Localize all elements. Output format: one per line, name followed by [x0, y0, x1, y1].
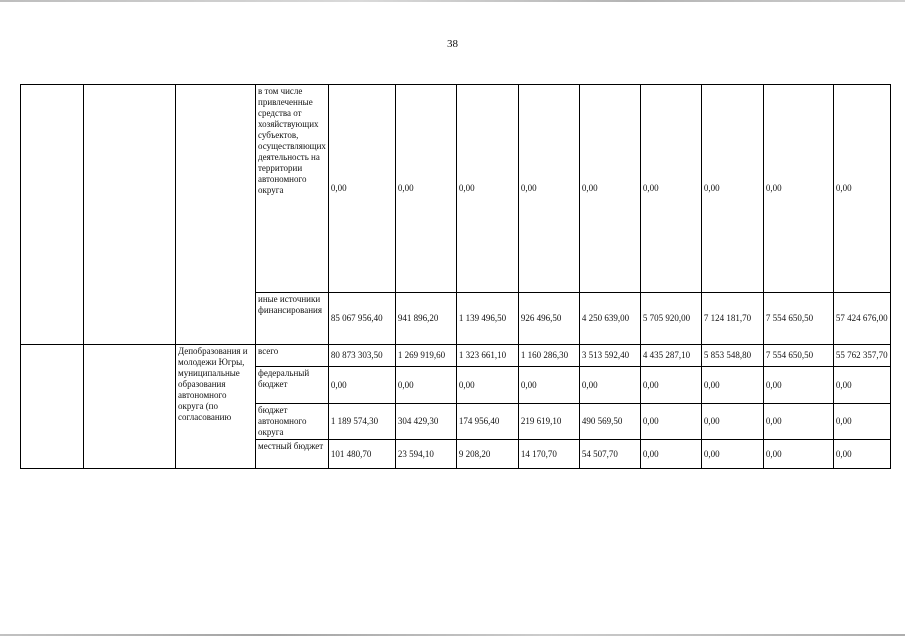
- value-cell: 174 956,40: [456, 404, 518, 440]
- value-cell: 219 619,10: [518, 404, 579, 440]
- value-cell: 55 762 357,70: [833, 345, 890, 367]
- value-cell: 0,00: [833, 85, 890, 293]
- value-cell: 490 569,50: [579, 404, 640, 440]
- blank-cell: [84, 85, 176, 345]
- value-cell: 0,00: [579, 367, 640, 404]
- value-cell: 0,00: [763, 440, 833, 469]
- value-cell: 3 513 592,40: [579, 345, 640, 367]
- value-cell: 1 323 661,10: [456, 345, 518, 367]
- value-cell: 5 853 548,80: [701, 345, 763, 367]
- value-cell: 101 480,70: [328, 440, 395, 469]
- value-cell: 0,00: [833, 440, 890, 469]
- value-cell: 1 139 496,50: [456, 293, 518, 345]
- blank-cell: [21, 85, 84, 345]
- value-cell: 0,00: [833, 404, 890, 440]
- financing-table: [20, 84, 891, 469]
- value-cell: 57 424 676,00: [833, 293, 890, 345]
- value-cell: 941 896,20: [395, 293, 456, 345]
- blank-cell: [176, 85, 256, 345]
- table-row: [21, 85, 891, 293]
- value-cell: 0,00: [456, 367, 518, 404]
- value-cell: 1 160 286,30: [518, 345, 579, 367]
- value-cell: 0,00: [763, 367, 833, 404]
- value-cell: 0,00: [763, 85, 833, 293]
- value-cell: 85 067 956,40: [328, 293, 395, 345]
- scan-edge-top: [0, 0, 905, 2]
- value-cell: 0,00: [518, 367, 579, 404]
- value-cell: 7 554 650,50: [763, 345, 833, 367]
- source-cell: иные источники финансирования: [256, 293, 329, 345]
- value-cell: 0,00: [579, 85, 640, 293]
- source-cell: федеральный бюджет: [256, 367, 329, 404]
- table-row: [21, 345, 891, 367]
- blank-cell: [21, 345, 84, 469]
- value-cell: 7 554 650,50: [763, 293, 833, 345]
- value-cell: 0,00: [833, 367, 890, 404]
- page-number: 38: [447, 38, 458, 50]
- value-cell: 0,00: [395, 85, 456, 293]
- source-cell: в том числе привлеченные средства от хозяйствующих субъектов, осуществляющих деятельность на территории автономного округа: [256, 85, 329, 293]
- value-cell: 23 594,10: [395, 440, 456, 469]
- value-cell: 80 873 303,50: [328, 345, 395, 367]
- value-cell: 0,00: [640, 440, 701, 469]
- value-cell: 7 124 181,70: [701, 293, 763, 345]
- executor-cell: Депобразования и молодежи Югры, муниципальные образования автономного округа (по согласованию: [176, 345, 256, 469]
- scan-edge-bottom: [0, 634, 905, 636]
- value-cell: 0,00: [701, 367, 763, 404]
- value-cell: 14 170,70: [518, 440, 579, 469]
- value-cell: 0,00: [701, 440, 763, 469]
- blank-cell: [84, 345, 176, 469]
- value-cell: 926 496,50: [518, 293, 579, 345]
- value-cell: 0,00: [640, 367, 701, 404]
- value-cell: 0,00: [701, 85, 763, 293]
- value-cell: 0,00: [328, 85, 395, 293]
- value-cell: 1 189 574,30: [328, 404, 395, 440]
- value-cell: 0,00: [640, 404, 701, 440]
- value-cell: 0,00: [395, 367, 456, 404]
- source-cell: всего: [256, 345, 329, 367]
- value-cell: 0,00: [518, 85, 579, 293]
- value-cell: 1 269 919,60: [395, 345, 456, 367]
- value-cell: 0,00: [763, 404, 833, 440]
- value-cell: 9 208,20: [456, 440, 518, 469]
- source-cell: местный бюджет: [256, 440, 329, 469]
- value-cell: 304 429,30: [395, 404, 456, 440]
- value-cell: 4 250 639,00: [579, 293, 640, 345]
- value-cell: 5 705 920,00: [640, 293, 701, 345]
- value-cell: 0,00: [701, 404, 763, 440]
- value-cell: 0,00: [640, 85, 701, 293]
- source-cell: бюджет автономного округа: [256, 404, 329, 440]
- value-cell: 0,00: [456, 85, 518, 293]
- value-cell: 0,00: [328, 367, 395, 404]
- value-cell: 54 507,70: [579, 440, 640, 469]
- value-cell: 4 435 287,10: [640, 345, 701, 367]
